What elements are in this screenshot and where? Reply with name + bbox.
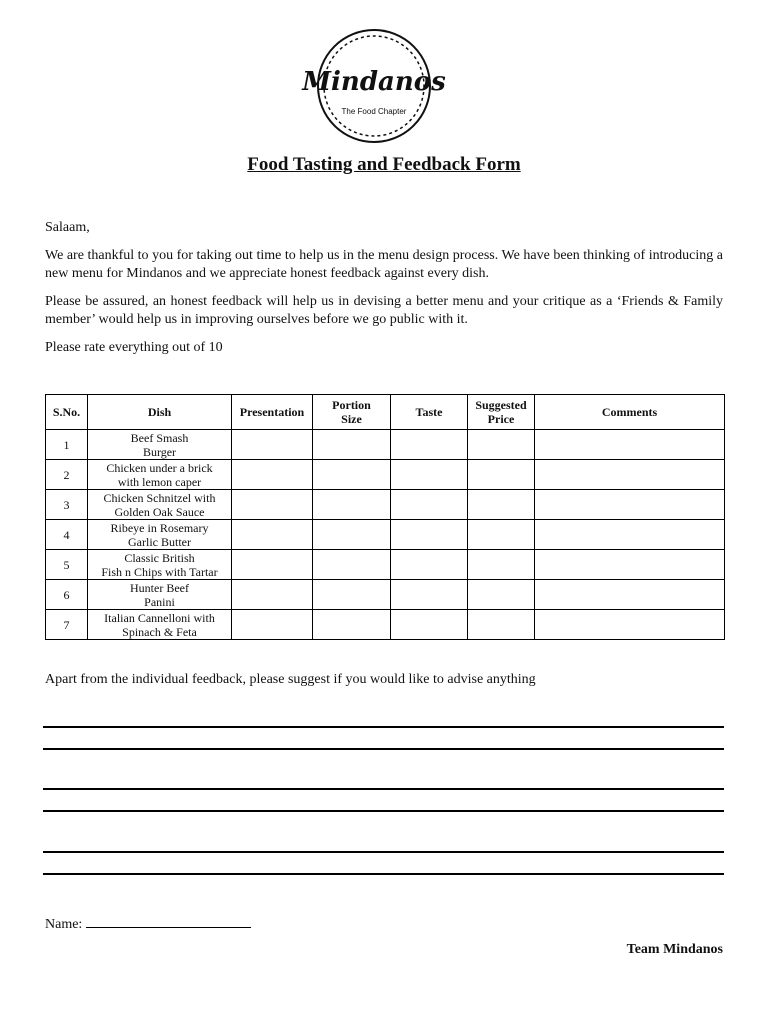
dish-name: Ribeye in Rosemary Garlic Butter <box>88 520 232 550</box>
table-row <box>46 430 725 460</box>
header-sno: S.No. <box>46 395 88 430</box>
portion-cell[interactable] <box>313 460 391 490</box>
row-number: 2 <box>46 460 88 490</box>
dish-name: Italian Cannelloni with Spinach & Feta <box>88 610 232 640</box>
table-row <box>46 610 725 640</box>
table-header-row <box>46 395 725 430</box>
presentation-cell[interactable] <box>232 520 313 550</box>
logo-tagline: The Food Chapter <box>341 107 407 116</box>
header-portion-line1: Portion <box>332 398 371 412</box>
presentation-cell[interactable] <box>232 610 313 640</box>
rating-instruction: Please rate everything out of 10 <box>45 340 223 355</box>
header-portion-line2: Size <box>341 412 362 426</box>
dish-name: Hunter Beef Panini <box>88 580 232 610</box>
suggestion-line[interactable] <box>43 726 724 728</box>
form-title: Food Tasting and Feedback Form <box>247 154 521 175</box>
header-comments: Comments <box>535 395 725 430</box>
portion-cell[interactable] <box>313 610 391 640</box>
header-presentation: Presentation <box>232 395 313 430</box>
taste-cell[interactable] <box>391 430 468 460</box>
feedback-table <box>45 394 725 640</box>
comments-cell[interactable] <box>535 520 725 550</box>
presentation-cell[interactable] <box>232 580 313 610</box>
suggestion-line[interactable] <box>43 851 724 853</box>
suggestion-line[interactable] <box>43 873 724 875</box>
dish-name: Chicken Schnitzel with Golden Oak Sauce <box>88 490 232 520</box>
assurance-paragraph: Please be assured, an honest feedback will help us in devising a better menu and your critique as a ‘Friends & Family member’ would help us in improving ourselves before we go public with it. <box>45 294 723 327</box>
header-taste: Taste <box>391 395 468 430</box>
price-cell[interactable] <box>468 520 535 550</box>
price-cell[interactable] <box>468 550 535 580</box>
header-suggested-price <box>468 395 535 430</box>
suggestion-line[interactable] <box>43 810 724 812</box>
row-number: 7 <box>46 610 88 640</box>
suggestion-line[interactable] <box>43 748 724 750</box>
row-number: 1 <box>46 430 88 460</box>
dish-name: Classic British Fish n Chips with Tartar <box>88 550 232 580</box>
suggestion-prompt: Apart from the individual feedback, please suggest if you would like to advise anything <box>45 672 536 687</box>
table-row <box>46 520 725 550</box>
header-price-line1: Suggested <box>475 398 527 412</box>
presentation-cell[interactable] <box>232 460 313 490</box>
taste-cell[interactable] <box>391 580 468 610</box>
taste-cell[interactable] <box>391 490 468 520</box>
logo-wordmark: Mindanos <box>302 67 446 97</box>
name-field[interactable] <box>86 914 251 928</box>
comments-cell[interactable] <box>535 550 725 580</box>
table-row <box>46 580 725 610</box>
taste-cell[interactable] <box>391 520 468 550</box>
signature: Team Mindanos <box>626 942 723 957</box>
taste-cell[interactable] <box>391 460 468 490</box>
row-number: 6 <box>46 580 88 610</box>
presentation-cell[interactable] <box>232 550 313 580</box>
price-cell[interactable] <box>468 610 535 640</box>
comments-cell[interactable] <box>535 580 725 610</box>
portion-cell[interactable] <box>313 580 391 610</box>
portion-cell[interactable] <box>313 550 391 580</box>
header-portion-size <box>313 395 391 430</box>
portion-cell[interactable] <box>313 520 391 550</box>
table-row <box>46 550 725 580</box>
name-label: Name: <box>45 917 83 932</box>
price-cell[interactable] <box>468 490 535 520</box>
mindanos-logo <box>302 28 446 144</box>
suggestion-line[interactable] <box>43 788 724 790</box>
name-row <box>45 914 251 933</box>
price-cell[interactable] <box>468 460 535 490</box>
row-number: 3 <box>46 490 88 520</box>
row-number: 4 <box>46 520 88 550</box>
price-cell[interactable] <box>468 580 535 610</box>
comments-cell[interactable] <box>535 610 725 640</box>
comments-cell[interactable] <box>535 490 725 520</box>
taste-cell[interactable] <box>391 610 468 640</box>
portion-cell[interactable] <box>313 490 391 520</box>
row-number: 5 <box>46 550 88 580</box>
comments-cell[interactable] <box>535 430 725 460</box>
presentation-cell[interactable] <box>232 430 313 460</box>
table-row <box>46 460 725 490</box>
price-cell[interactable] <box>468 430 535 460</box>
header-price-line2: Price <box>487 412 515 426</box>
header-dish: Dish <box>88 395 232 430</box>
comments-cell[interactable] <box>535 460 725 490</box>
intro-paragraph: We are thankful to you for taking out time to help us in the menu design process. We have been thinking of introducing a new menu for Mindanos and we appreciate honest feedback against every dish. <box>45 248 723 281</box>
dish-name: Beef Smash Burger <box>88 430 232 460</box>
portion-cell[interactable] <box>313 430 391 460</box>
taste-cell[interactable] <box>391 550 468 580</box>
greeting: Salaam, <box>45 220 90 235</box>
presentation-cell[interactable] <box>232 490 313 520</box>
dish-name: Chicken under a brick with lemon caper <box>88 460 232 490</box>
table-row <box>46 490 725 520</box>
